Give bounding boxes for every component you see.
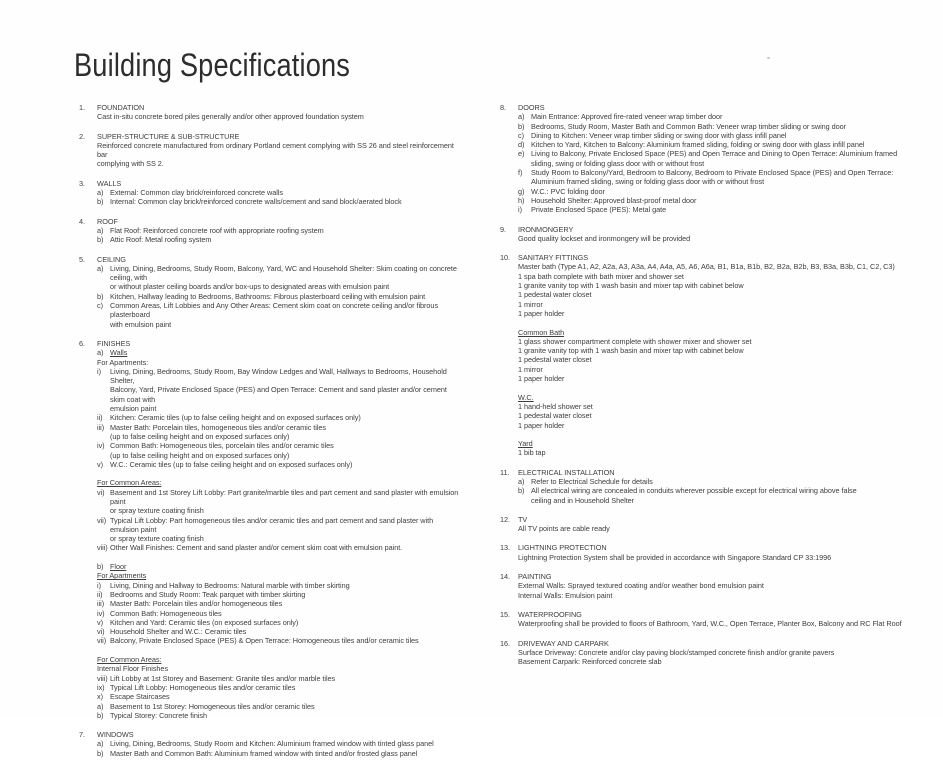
line-text: Master bath (Type A1, A2, A2a, A3, A3a, A4, A4a, A5, A6, A6a, B1, B1a, B1b, B2, B2a, B2b, B3, B3a, B3b, C1, C2, C3)	[518, 262, 895, 272]
line-label: ii)	[97, 413, 103, 423]
spec-line	[97, 488, 463, 507]
spec-line	[97, 516, 463, 535]
line-text: Internal Walls: Emulsion paint	[518, 590, 613, 600]
line-label: viii)	[97, 673, 108, 683]
line-text: complying with SS 2.	[97, 159, 164, 169]
spec-line	[97, 320, 463, 329]
line-label: a)	[97, 739, 104, 749]
spec-line	[518, 355, 905, 364]
spec-line	[97, 702, 463, 711]
spec-section	[500, 468, 905, 505]
spec-section	[79, 339, 463, 720]
line-text: 1 mirror	[518, 364, 543, 374]
line-text: 1 granite vanity top with 1 wash basin and mixer tap with cabinet below	[518, 281, 744, 291]
line-text: Basement Carpark: Reinforced concrete slab	[518, 657, 662, 667]
spec-line	[97, 441, 463, 450]
section-title: DRIVEWAY AND CARPARK	[518, 638, 609, 648]
line-label: b)	[97, 748, 104, 758]
spec-line	[97, 571, 463, 580]
line-label: a)	[97, 701, 104, 711]
line-text: Living, Dining, Bedrooms, Study Room and Kitchen: Aluminium framed window with tinted glass panel	[110, 739, 434, 749]
spec-line	[97, 423, 463, 432]
spec-line	[518, 168, 905, 177]
line-label: b)	[518, 121, 525, 131]
section-number: 3.	[79, 178, 85, 188]
line-text: Refer to Electrical Schedule for details	[531, 476, 653, 486]
spec-line	[518, 112, 905, 121]
line-text: emulsion paint	[110, 404, 157, 414]
line-text: Escape Staircases	[110, 692, 170, 702]
section-body	[518, 543, 905, 562]
spec-line	[97, 235, 463, 244]
line-text: 1 bib tap	[518, 448, 546, 458]
line-text: Walls	[110, 348, 128, 358]
spec-section	[500, 610, 905, 629]
section-title: WALLS	[97, 178, 122, 188]
spec-line	[518, 290, 905, 299]
spec-line	[518, 262, 905, 271]
spec-line	[97, 159, 463, 168]
line-label: b)	[518, 486, 525, 496]
line-text: Kitchen, Hallway leading to Bedrooms, Bathrooms: Fibrous plasterboard ceiling with emulsion paint	[110, 291, 426, 301]
spec-line	[518, 496, 905, 505]
spec-line	[518, 131, 905, 140]
spec-line	[97, 664, 463, 673]
spec-line	[97, 460, 463, 469]
spec-line	[97, 301, 463, 320]
line-text: Cast in-situ concrete bored piles generally and/or other approved foundation system	[97, 112, 364, 122]
section-number: 11.	[500, 467, 510, 477]
line-label: h)	[518, 195, 525, 205]
page-title: Building Specifications	[74, 47, 351, 84]
spec-line	[97, 711, 463, 720]
line-text: 1 pedestal water closet	[518, 355, 592, 365]
line-text: 1 granite vanity top with 1 wash basin and mixer tap with cabinet below	[518, 346, 744, 356]
spec-line	[97, 562, 463, 571]
spec-line	[518, 309, 905, 318]
scan-speck	[767, 57, 770, 59]
section-title: TV	[518, 514, 528, 524]
spec-line	[518, 159, 905, 168]
line-text: Common Areas, Lift Lobbies and Any Other Areas: Cement skim coat on concrete ceiling and/or fibrous plasterboard	[110, 301, 439, 320]
spec-line	[97, 292, 463, 301]
section-body	[97, 255, 463, 329]
spec-line	[518, 196, 905, 205]
line-label: v)	[97, 617, 103, 627]
spec-line	[97, 655, 463, 664]
line-text: Common Bath: Homogeneous tiles, porcelain tiles and/or ceramic tiles	[110, 441, 334, 451]
line-text: or spray texture coating finish	[110, 506, 204, 516]
line-text: W.C.	[518, 392, 534, 402]
line-text: Kitchen and Yard: Ceramic tiles (on exposed surfaces only)	[110, 617, 299, 627]
line-text: Lift Lobby at 1st Storey and Basement: Granite tiles and/or marble tiles	[110, 673, 336, 683]
spec-line	[97, 683, 463, 692]
line-label: ix)	[97, 682, 105, 692]
line-text: Balcony, Yard, Private Enclosed Space (PES) and Open Terrace: Cement and sand plaster and/or cement skim coat with	[110, 385, 447, 404]
line-text: 1 hand-held shower set	[518, 401, 593, 411]
spec-line	[97, 692, 463, 701]
line-text: Dining to Kitchen: Veneer wrap timber sliding or swing door with glass infill panel	[531, 130, 787, 140]
spec-section	[500, 225, 905, 244]
spec-line	[518, 657, 905, 666]
section-body	[97, 132, 463, 169]
line-text: Private Enclosed Space (PES): Metal gate	[531, 205, 667, 215]
spec-line	[97, 358, 463, 367]
line-label: i)	[97, 366, 101, 376]
line-text: All electrical wiring are concealed in conduits wherever possible except for electrical wiring above false	[531, 486, 857, 496]
line-text: Typical Lift Lobby: Homogeneous tiles and/or ceramic tiles	[110, 682, 296, 692]
spec-line	[97, 413, 463, 422]
spec-line	[97, 590, 463, 599]
line-text: 1 paper holder	[518, 308, 565, 318]
section-number: 8.	[500, 103, 506, 112]
section-number: 14.	[500, 572, 510, 582]
line-text: sliding, swing or folding glass door with or without frost	[531, 158, 705, 168]
spec-line	[518, 411, 905, 420]
line-text: For Common Areas:	[97, 478, 162, 488]
spec-section	[79, 255, 463, 329]
spec-section	[79, 730, 463, 758]
line-text: (up to false ceiling height and on exposed surfaces only)	[110, 431, 290, 441]
spec-line	[518, 365, 905, 374]
spec-section	[500, 515, 905, 534]
section-body	[518, 225, 905, 244]
spec-line	[97, 581, 463, 590]
line-text: Internal Floor Finishes	[97, 664, 169, 674]
section-body	[518, 572, 905, 600]
spec-line	[97, 404, 463, 413]
spec-line	[518, 393, 905, 402]
line-text: Attic Roof: Metal roofing system	[110, 235, 212, 245]
section-body	[97, 179, 463, 207]
section-number: 4.	[79, 216, 85, 226]
line-label: a)	[97, 348, 104, 358]
spec-line	[518, 619, 905, 628]
spec-line	[518, 553, 905, 562]
spec-line	[518, 177, 905, 186]
spec-line	[97, 197, 463, 206]
section-body	[518, 610, 905, 629]
line-label: vii)	[97, 515, 107, 525]
line-text: Basement to 1st Storey: Homogeneous tiles and/or ceramic tiles	[110, 701, 315, 711]
spec-line	[97, 749, 463, 758]
line-label: vi)	[97, 487, 105, 497]
section-title: ELECTRICAL INSTALLATION	[518, 467, 615, 477]
spec-section	[500, 543, 905, 562]
line-text: Bedrooms, Study Room, Master Bath and Common Bath: Veneer wrap timber sliding or swing door	[531, 121, 847, 131]
spec-line	[97, 367, 463, 386]
line-label: i)	[97, 580, 101, 590]
section-number: 12.	[500, 514, 510, 524]
line-label: viii)	[97, 543, 108, 553]
right-column	[500, 103, 905, 768]
line-label: vii)	[97, 636, 107, 646]
section-title: CEILING	[97, 254, 126, 264]
line-text: Internal: Common clay brick/reinforced concrete walls/cement and sand block/aerated block	[110, 197, 402, 207]
section-title: WATERPROOFING	[518, 609, 582, 619]
spec-line	[518, 421, 905, 430]
line-text: 1 glass shower compartment complete with shower mixer and shower set	[518, 336, 752, 346]
section-number: 13.	[500, 543, 510, 553]
spec-line	[97, 609, 463, 618]
section-title: ROOF	[97, 216, 118, 226]
section-title: IRONMONGERY	[518, 224, 574, 234]
spec-line	[518, 648, 905, 657]
line-text: Waterproofing shall be provided to floors of Bathroom, Yard, W.C., Open Terrace, Planter Box, Balcony and RC Flat Roof	[518, 619, 902, 629]
spec-line	[97, 112, 463, 121]
section-body	[97, 339, 463, 720]
line-text: Typical Lift Lobby: Part homogeneous tiles and/or ceramic tiles and part cement and sand plaster with emulsion paint	[110, 515, 434, 534]
line-text: All TV points are cable ready	[518, 524, 610, 534]
spec-line	[518, 486, 905, 495]
line-text: W.C.: PVC folding door	[531, 186, 605, 196]
section-body	[518, 468, 905, 505]
line-label: ii)	[97, 589, 103, 599]
spec-line	[518, 205, 905, 214]
section-title: SUPER-STRUCTURE & SUB-STRUCTURE	[97, 131, 240, 141]
line-label: a)	[97, 225, 104, 235]
line-text: Bedrooms and Study Room: Teak parquet with timber skirting	[110, 589, 306, 599]
line-text: Master Bath and Common Bath: Aluminium framed window with tinted and/or frosted glass panel	[110, 748, 418, 758]
line-text: 1 mirror	[518, 299, 543, 309]
line-label: a)	[518, 476, 525, 486]
line-text: Floor	[110, 562, 127, 572]
line-text: Master Bath: Porcelain tiles and/or homogeneous tiles	[110, 599, 283, 609]
spec-line	[518, 272, 905, 281]
line-text: ceiling and in Household Shelter	[531, 495, 635, 505]
spec-line	[518, 122, 905, 131]
line-label: b)	[97, 291, 104, 301]
line-text: Household Shelter: Approved blast-proof metal door	[531, 195, 697, 205]
line-text: For Common Areas:	[97, 655, 162, 665]
line-text: Living to Balcony, Private Enclosed Space (PES) and Open Terrace and Dining to Open Terrace: Aluminium framed	[531, 149, 898, 159]
line-text: or spray texture coating finish	[110, 534, 204, 544]
line-text: Basement and 1st Storey Lift Lobby: Part granite/marble tiles and part cement and sand plaster with emulsion paint	[110, 487, 459, 506]
spec-line	[518, 477, 905, 486]
line-text: Study Room to Balcony/Yard, Bedroom to Balcony, Bedroom to Private Enclosed Space (PES) and Open Terrace:	[531, 168, 894, 178]
section-number: 1.	[79, 103, 85, 112]
line-text: External Walls: Sprayed textured coating and/or weather bond emulsion paint	[518, 581, 764, 591]
spec-line	[97, 348, 463, 357]
spec-line	[97, 264, 463, 283]
line-text: Lightning Protection System shall be provided in accordance with Singapore Standard CP 33:1996	[518, 552, 832, 562]
spec-columns	[79, 103, 905, 768]
spec-section	[500, 639, 905, 667]
spec-line	[518, 591, 905, 600]
line-text: Living, Dining and Hallway to Bedrooms: Natural marble with timber skirting	[110, 580, 350, 590]
line-text: with emulsion paint	[110, 319, 172, 329]
section-body	[97, 217, 463, 245]
line-label: iv)	[97, 608, 105, 618]
section-body	[97, 103, 463, 122]
line-label: iii)	[97, 599, 105, 609]
spec-line	[518, 337, 905, 346]
spec-line	[518, 346, 905, 355]
section-number: 2.	[79, 131, 85, 141]
line-label: g)	[518, 186, 525, 196]
line-text: 1 spa bath complete with bath mixer and shower set	[518, 271, 684, 281]
spec-section	[79, 217, 463, 245]
line-text: Surface Driveway: Concrete and/or clay paving block/stamped concrete finish and/or granite pavers	[518, 647, 835, 657]
line-text: W.C.: Ceramic tiles (up to false ceiling height and on exposed surfaces only)	[110, 459, 353, 469]
line-label: x)	[97, 692, 103, 702]
section-number: 6.	[79, 338, 85, 348]
line-text: Yard	[518, 439, 533, 449]
section-title: FOUNDATION	[97, 103, 145, 112]
spec-line	[518, 281, 905, 290]
section-title: LIGHTNING PROTECTION	[518, 543, 607, 553]
spec-section	[79, 179, 463, 207]
spec-line	[518, 439, 905, 448]
section-title: PAINTING	[518, 572, 552, 582]
section-body	[518, 639, 905, 667]
spec-section	[500, 572, 905, 600]
section-title: DOORS	[518, 103, 545, 112]
line-text: For Apartments:	[97, 357, 149, 367]
line-label: vi)	[97, 627, 105, 637]
spec-line	[518, 328, 905, 337]
spec-line	[97, 141, 463, 160]
line-text: Kitchen: Ceramic tiles (up to false ceiling height and on exposed surfaces only)	[110, 413, 361, 423]
section-number: 16.	[500, 638, 510, 648]
section-body	[518, 515, 905, 534]
spec-line	[97, 432, 463, 441]
spec-section	[79, 103, 463, 122]
spec-line	[97, 282, 463, 291]
line-text: Common Bath: Homogeneous tiles	[110, 608, 222, 618]
line-text: Good quality lockset and ironmongery will be provided	[518, 233, 691, 243]
line-label: b)	[97, 197, 104, 207]
line-label: iii)	[97, 422, 105, 432]
line-label: b)	[97, 710, 104, 720]
line-text: Reinforced concrete manufactured from ordinary Portland cement complying with SS 26 and steel reinforcement bar	[97, 140, 454, 160]
line-label: e)	[518, 149, 525, 159]
line-text: Master Bath: Porcelain tiles, homogeneous tiles and/or ceramic tiles	[110, 422, 327, 432]
spec-line	[518, 140, 905, 149]
left-column	[79, 103, 463, 768]
section-number: 5.	[79, 254, 85, 264]
spec-line	[97, 599, 463, 608]
spec-section	[500, 103, 905, 215]
spec-line	[518, 234, 905, 243]
spec-line	[97, 226, 463, 235]
spec-line	[97, 739, 463, 748]
line-text: Other Wall Finishes: Cement and sand plaster and/or cement skim coat with emulsion paint.	[110, 543, 403, 553]
spec-line	[518, 448, 905, 457]
line-label: a)	[518, 112, 525, 122]
spec-line	[97, 534, 463, 543]
line-label: d)	[518, 140, 525, 150]
section-body	[97, 730, 463, 758]
line-text: Living, Dining, Bedrooms, Study Room, Bay Window Ledges and Wall, Hallways to Bedrooms, Household Shelter,	[110, 366, 447, 386]
spec-section	[79, 132, 463, 169]
line-text: or without plaster ceiling boards and/or box-ups to designated areas with emulsion paint	[110, 282, 390, 292]
section-title: WINDOWS	[97, 730, 134, 740]
spec-line	[518, 149, 905, 158]
line-label: a)	[97, 263, 104, 273]
section-number: 9.	[500, 224, 506, 234]
spec-line	[97, 543, 463, 552]
section-title: FINISHES	[97, 338, 131, 348]
line-text: 1 pedestal water closet	[518, 411, 592, 421]
line-text: Kitchen to Yard, Kitchen to Balcony: Aluminium framed sliding, folding or swing door with glass infill panel	[531, 140, 865, 150]
spec-line	[97, 627, 463, 636]
section-number: 15.	[500, 609, 510, 619]
spec-line	[97, 451, 463, 460]
line-label: b)	[97, 562, 104, 572]
spec-line	[518, 524, 905, 533]
line-text: Balcony, Private Enclosed Space (PES) & Open Terrace: Homogeneous tiles and/or ceramic tiles	[110, 636, 419, 646]
section-number: 7.	[79, 730, 85, 740]
spec-line	[97, 385, 463, 404]
spec-line	[97, 618, 463, 627]
section-number: 10.	[500, 253, 510, 263]
line-text: Typical Storey: Concrete finish	[110, 710, 208, 720]
spec-section	[500, 253, 905, 458]
line-label: i)	[518, 205, 522, 215]
section-title: SANITARY FITTINGS	[518, 253, 589, 263]
spec-line	[518, 300, 905, 309]
spec-line	[97, 636, 463, 645]
line-text: 1 paper holder	[518, 374, 565, 384]
spec-line	[518, 187, 905, 196]
line-label: iv)	[97, 441, 105, 451]
line-label: c)	[97, 301, 103, 311]
line-label: f)	[518, 168, 523, 178]
line-text: Household Shelter and W.C.: Ceramic tiles	[110, 627, 247, 637]
line-label: b)	[97, 235, 104, 245]
line-label: v)	[97, 459, 103, 469]
line-text: 1 pedestal water closet	[518, 290, 592, 300]
spec-line	[97, 674, 463, 683]
spec-line	[518, 402, 905, 411]
line-label: a)	[97, 188, 104, 198]
line-text: (up to false ceiling height and on exposed surfaces only)	[110, 450, 290, 460]
spec-line	[97, 188, 463, 197]
line-text: For Apartments	[97, 571, 147, 581]
line-text: External: Common clay brick/reinforced concrete walls	[110, 188, 283, 198]
line-text: Aluminium framed sliding, swing or folding glass door with or without frost	[531, 177, 765, 187]
line-text: Main Entrance: Approved fire-rated veneer wrap timber door	[531, 112, 723, 122]
spec-line	[97, 506, 463, 515]
line-text: Living, Dining, Bedrooms, Study Room, Balcony, Yard, WC and Household Shelter: Skim coating on concrete ceiling, with	[110, 263, 457, 283]
spec-line	[97, 478, 463, 487]
line-text: Common Bath	[518, 327, 565, 337]
section-body	[518, 103, 905, 215]
spec-line	[518, 374, 905, 383]
line-text: 1 paper holder	[518, 420, 565, 430]
line-text: Flat Roof: Reinforced concrete roof with appropriate roofing system	[110, 225, 324, 235]
line-label: c)	[518, 130, 524, 140]
section-body	[518, 253, 905, 458]
spec-line	[518, 581, 905, 590]
